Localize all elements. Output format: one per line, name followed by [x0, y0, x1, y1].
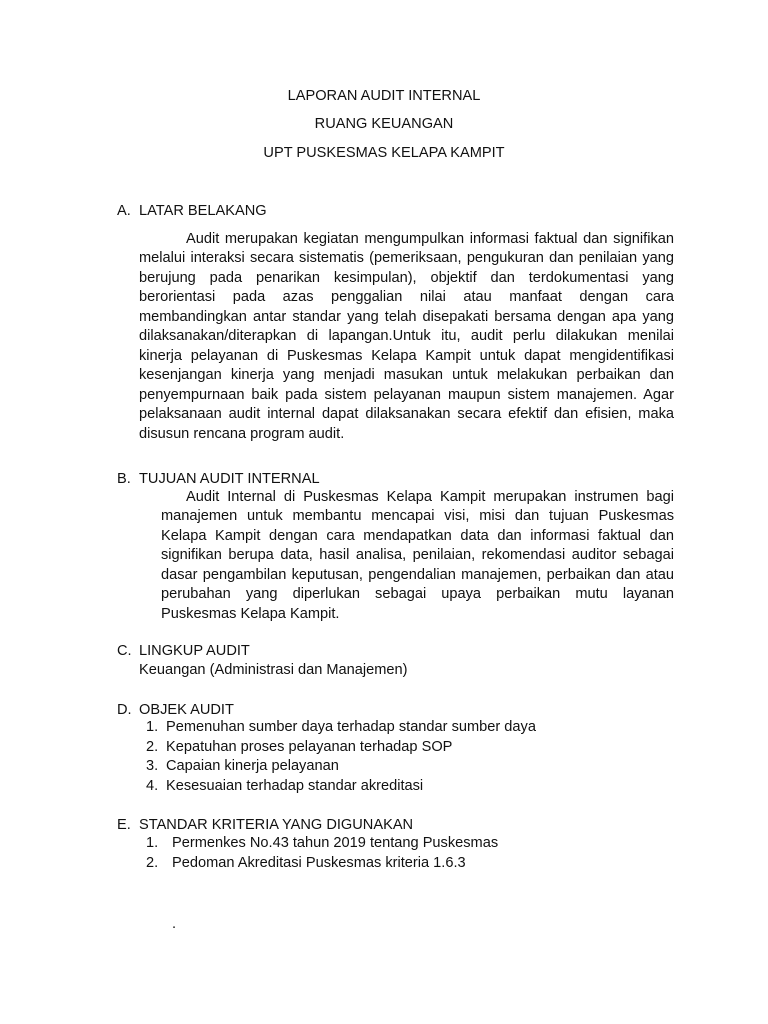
list-item-number: 3.: [146, 758, 159, 775]
section-c-heading: [117, 641, 250, 661]
section-e-list: [146, 834, 498, 873]
report-subtitle-unit: UPT PUSKESMAS KELAPA KAMPIT: [263, 145, 505, 161]
list-item-number: 2.: [146, 854, 159, 871]
section-e-heading: [117, 815, 413, 835]
list-item-text: Capaian kinerja pelayanan: [166, 758, 339, 775]
list-item-number: 2.: [146, 738, 159, 755]
list-item: [146, 757, 536, 777]
list-item: [146, 738, 536, 758]
section-b-heading: [117, 469, 320, 489]
list-item: [146, 834, 498, 854]
list-item-number: 1.: [146, 719, 159, 735]
section-c-title: LINGKUP AUDIT: [139, 643, 250, 659]
list-item-text: Permenkes No.43 tahun 2019 tentang Puskesmas: [172, 835, 499, 851]
list-item-text: Pedoman Akreditasi Puskesmas kriteria 1.6.3: [172, 854, 466, 871]
section-d-letter: D.: [117, 702, 132, 718]
stray-dot-mark: .: [172, 916, 177, 932]
section-b-paragraph: Audit Internal di Puskesmas Kelapa Kampit merupakan instrumen bagi manajemen untuk membantu mencapai visi, misi dan tujuan Puskesmas Kelapa Kampit dengan cara mendapatkan data dan informasi faktual dan signifikan berupa data, hasil analisa, penilaian, rekomendasi auditor sebagai dasar pengambilan keputusan, pengendalian manajemen, perbaikan dan atau perubahan yang diperlukan sebagai upaya perbaikan mutu layanan Puskesmas Kelapa Kampit.: [161, 489, 674, 622]
list-item: [146, 777, 536, 797]
section-e-title: STANDAR KRITERIA YANG DIGUNAKAN: [139, 817, 414, 833]
section-a-paragraph: Audit merupakan kegiatan mengumpulkan informasi faktual dan signifikan melalui interaksi secara sistematis (pemeriksaan, pengukuran dan penilaian yang berujung pada penarikan kesimpulan), objektif dan terdokumentasi yang berorientasi pada azas penggalian nilai atau manfaat dengan cara membandingkan antar standar yang telah disepakati bersama dengan apa yang dilaksanakan/diterapkan di lapangan.Untuk itu, audit perlu dilakukan menilai kinerja pelayanan di Puskesmas Kelapa Kampit untuk dapat mengidentifikasi kesenjangan kinerja yang menjadi masukan untuk melakukan perbaikan dan penyempurnaan baik pada sistem pelayanan maupun sistem manajemen. Agar pelaksanaan audit internal dapat dilaksanakan secara efektif dan efisien, maka disusun rencana program audit.: [139, 231, 674, 442]
section-d-heading: [117, 700, 234, 720]
section-c-text: Keuangan (Administrasi dan Manajemen): [139, 662, 408, 678]
section-b-title: TUJUAN AUDIT INTERNAL: [139, 471, 320, 487]
section-a-title: LATAR BELAKANG: [139, 203, 267, 219]
list-item-number: 1.: [146, 835, 159, 851]
report-subtitle-room: RUANG KEUANGAN: [314, 116, 454, 132]
section-e-letter: E.: [117, 817, 131, 833]
list-item: [146, 718, 536, 738]
list-item-number: 4.: [146, 777, 159, 794]
section-a-letter: A.: [117, 203, 131, 219]
list-item: [146, 854, 498, 874]
list-item-text: Kesesuaian terhadap standar akreditasi: [166, 777, 424, 794]
section-d-title: OBJEK AUDIT: [139, 702, 234, 718]
report-title: LAPORAN AUDIT INTERNAL: [287, 88, 481, 104]
list-item-text: Pemenuhan sumber daya terhadap standar sumber daya: [166, 719, 536, 735]
section-a-heading: [117, 201, 267, 221]
list-item-text: Kepatuhan proses pelayanan terhadap SOP: [166, 738, 453, 755]
section-c-letter: C.: [117, 643, 132, 659]
section-b-letter: B.: [117, 471, 131, 487]
section-d-list: [146, 718, 536, 796]
